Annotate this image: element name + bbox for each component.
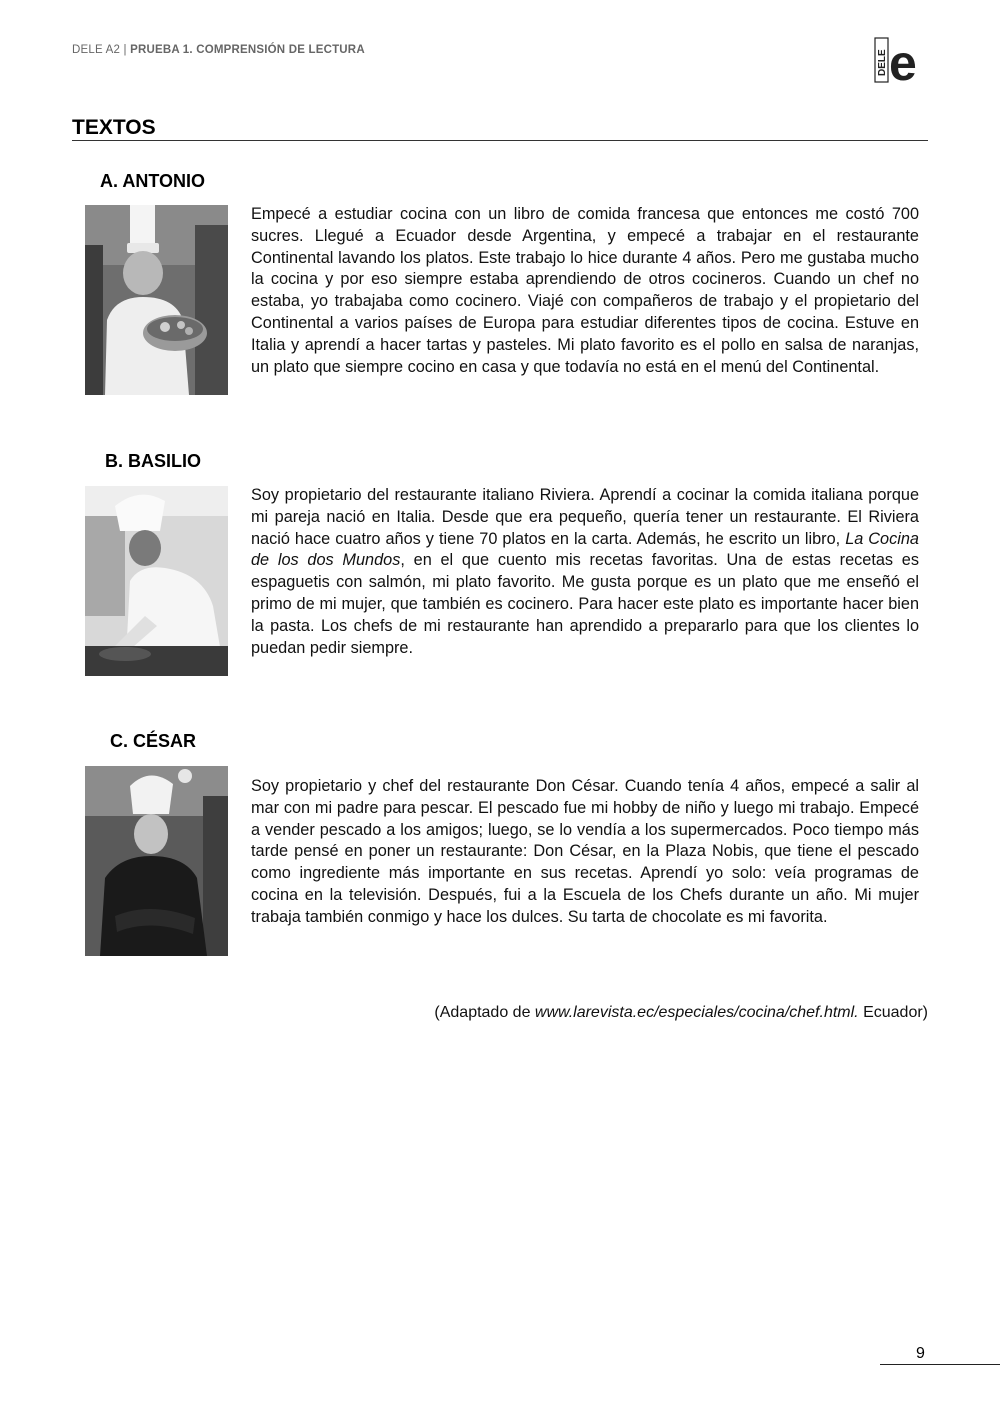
section-heading-antonio: A. ANTONIO <box>100 171 206 191</box>
running-header <box>72 44 365 56</box>
page-number-rule <box>880 1364 1000 1365</box>
header-separator: | <box>123 44 127 56</box>
source-prefix: (Adaptado de <box>434 1004 535 1021</box>
page-title: TEXTOS <box>72 116 156 139</box>
paragraph-antonio: Empecé a estudiar cocina con un libro de comida francesa que entonces me costó 700 sucres. Llegué a Ecuador desde Argentina, y empecé a trabajar en el restaurante Continental lavando los platos. Este trabajo lo hice durante 4 años. Pero me gustaba mucho la cocina y por eso siempre estaba aprendiendo de otros cocineros. Cuando un chef no estaba, yo trabajaba como cocinero. Viajé con compañeros de trabajo y el propietario del Continental a varios países de Europa para estudiar diferentes tipos de cocina. Estuve en Italia y aprendí a hacer tartas y pasteles. Mi plato favorito es el pollo en salsa de naranjas, un plato que siempre cocino en casa y que todavía no está en el menú del Continental. <box>251 205 919 376</box>
basilio-text-part2: , en el que cuento mis recetas favoritas. Una de estas recetas es espaguetis con salmón, mi plato favorito. Me gusta porque es un plato que me enseñó el primo de mi mujer, que también es cocinero. Para hacer este plato es importante hacer bien la pasta. Los chefs de mi restaurante han aprendido a prepararlo para que los clientes lo puedan pedir siempre. <box>251 551 919 657</box>
section-heading-basilio: B. BASILIO <box>105 451 202 471</box>
source-suffix: Ecuador) <box>858 1004 928 1021</box>
source-citation <box>434 1004 928 1022</box>
exam-section: PRUEBA 1. <box>130 44 193 56</box>
exam-level: DELE A2 <box>72 44 121 56</box>
dele-logo <box>873 36 933 84</box>
exam-subsection: COMPRENSIÓN DE LECTURA <box>196 44 365 56</box>
title-divider <box>72 140 928 141</box>
source-url: www.larevista.ec/especiales/cocina/chef.html. <box>534 1004 859 1021</box>
logo-text: DELE <box>877 49 888 76</box>
paragraph-basilio <box>251 485 919 659</box>
text-antonio <box>251 204 919 378</box>
photo-chef-basilio <box>85 486 228 676</box>
basilio-text-part1: Soy propietario del restaurante italiano Riviera. Aprendí a cocinar la comida italiana porque mi pareja nació en Italia. Desde que era pequeño, quería tener un restaurante. El Riviera nació hace cuatro años y tiene 70 platos en la carta. Además, he escrito un libro, <box>251 486 919 548</box>
photo-chef-cesar <box>85 766 228 956</box>
text-basilio <box>251 485 919 659</box>
page-number: 9 <box>916 1345 925 1362</box>
photo-chef-antonio <box>85 205 228 395</box>
paragraph-cesar: Soy propietario y chef del restaurante Don César. Cuando tenía 4 años, empecé a salir al mar con mi padre para pescar. El pescado fue mi hobby de niño y luego mi trabajo. Empecé a vender pescado a los amigos; luego, se lo vendía a los supermercados. Poco tiempo más tarde pensé en poner un restaurante: Don César, en la Plaza Nobis, que tiene el pescado como ingrediente más importante en sus recetas. Aprendí yo solo: veía programas de cocina en la televisión. Después, fui a la Escuela de los Chefs durante un año. Mi mujer trabaja también conmigo y hace los dulces. Su tarta de chocolate es mi favorita. <box>251 777 919 926</box>
book-title: La Cocina de los dos Mundos <box>251 529 919 570</box>
section-heading-cesar: C. CÉSAR <box>110 731 197 751</box>
logo-letter: e <box>889 36 917 84</box>
text-cesar <box>251 776 919 929</box>
